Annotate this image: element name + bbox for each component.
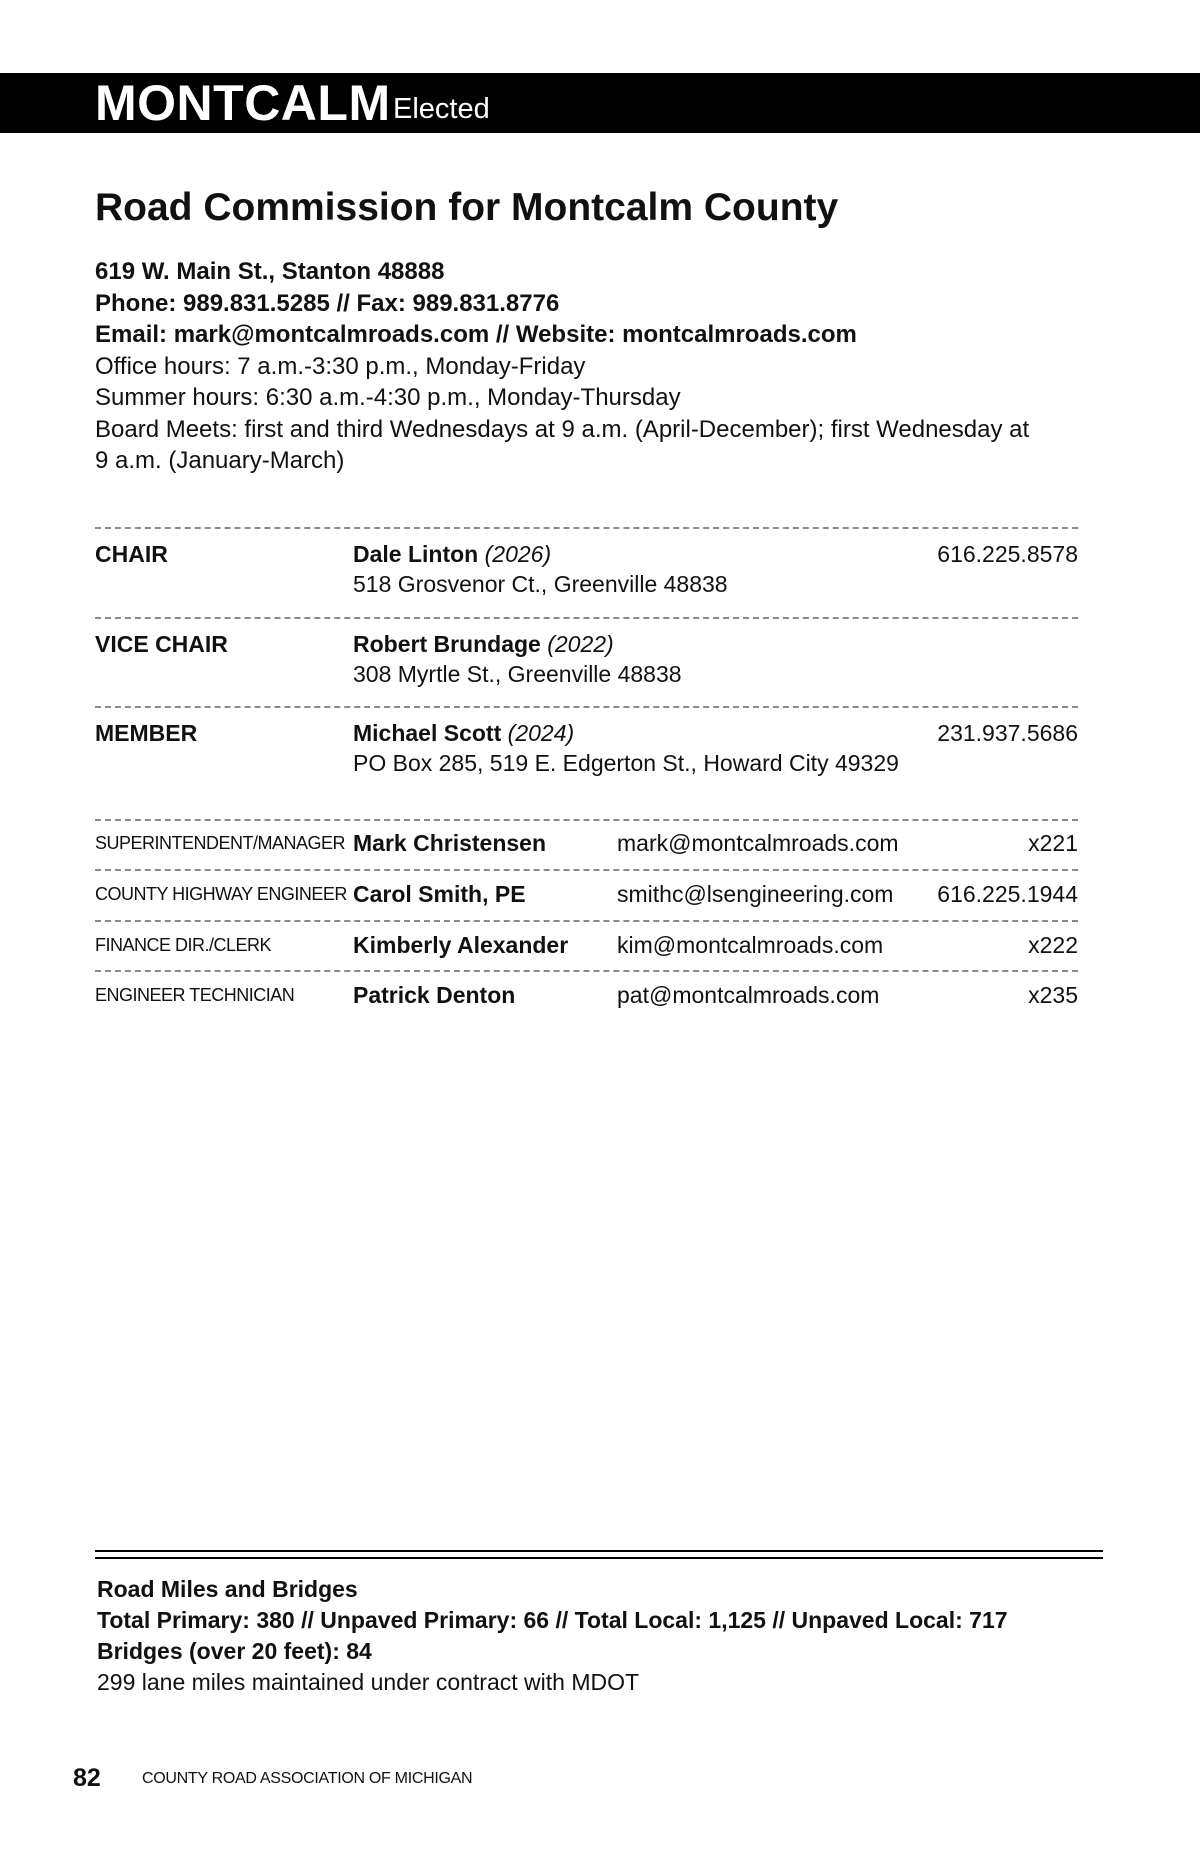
- staff-row: [95, 872, 1078, 916]
- divider: [95, 920, 1078, 922]
- office-hours: Office hours: 7 a.m.-3:30 p.m., Monday-Friday: [95, 352, 586, 380]
- staff-title: ENGINEER TECHNICIAN: [95, 985, 295, 1005]
- officer-phone: 616.225.8578: [937, 541, 1078, 567]
- summer-hours: Summer hours: 6:30 a.m.-4:30 p.m., Monday-Thursday: [95, 384, 681, 411]
- agency-phone-fax: Phone: 989.831.5285 // Fax: 989.831.8776: [95, 289, 560, 317]
- section-rule: [95, 1550, 1103, 1552]
- officer-term: (2022): [547, 631, 614, 657]
- staff-name: Patrick Denton: [353, 982, 516, 1008]
- election-type: Elected: [393, 93, 490, 125]
- road-miles-heading: Road Miles and Bridges: [97, 1576, 358, 1602]
- officer-row-member: [95, 717, 1078, 797]
- staff-name: Kimberly Alexander: [353, 932, 569, 958]
- agency-title: Road Commission for Montcalm County: [95, 186, 839, 229]
- staff-title: FINANCE DIR./CLERK: [95, 935, 272, 955]
- officer-name: Dale Linton: [353, 541, 479, 567]
- officer-role: VICE CHAIR: [95, 631, 228, 657]
- officer-row-vice-chair: [95, 628, 1078, 708]
- road-miles-block: [97, 1574, 1147, 1698]
- section-rule: [95, 1557, 1103, 1559]
- staff-row: [95, 973, 1078, 1017]
- staff-email: kim@montcalmroads.com: [617, 932, 884, 958]
- officer-phone: 231.937.5686: [937, 720, 1078, 746]
- publisher-name: COUNTY ROAD ASSOCIATION OF MICHIGAN: [142, 1770, 473, 1787]
- divider: [95, 527, 1078, 529]
- board-meets-continued: 9 a.m. (January-March): [95, 447, 345, 474]
- officer-address: 308 Myrtle St., Greenville 48838: [353, 661, 682, 687]
- staff-email: mark@montcalmroads.com: [617, 830, 899, 856]
- bridges-count: Bridges (over 20 feet): 84: [97, 1638, 372, 1664]
- staff-email: smithc@lsengineering.com: [617, 881, 894, 907]
- officer-name-line: [353, 717, 574, 749]
- officer-term: (2024): [507, 720, 575, 746]
- staff-contact: x222: [1028, 932, 1078, 958]
- staff-contact: 616.225.1944: [937, 881, 1078, 907]
- officer-name-line: [353, 538, 551, 570]
- staff-name: Mark Christensen: [353, 830, 547, 856]
- divider: [95, 869, 1078, 871]
- divider: [95, 706, 1078, 708]
- officer-row-chair: [95, 538, 1078, 618]
- staff-name: Carol Smith, PE: [353, 881, 526, 907]
- agency-email-website: Email: mark@montcalmroads.com // Website: montcalmroads.com: [95, 321, 857, 348]
- staff-row: [95, 821, 1078, 865]
- staff-row: [95, 923, 1078, 967]
- officer-role: CHAIR: [95, 541, 168, 567]
- staff-title: SUPERINTENDENT/MANAGER: [95, 833, 346, 853]
- officer-name: Michael Scott: [353, 720, 502, 746]
- page-number: 82: [73, 1764, 101, 1792]
- officer-address: PO Box 285, 519 E. Edgerton St., Howard City 49329: [353, 750, 899, 776]
- divider: [95, 617, 1078, 619]
- officer-name-line: [353, 628, 614, 660]
- lane-miles-note: 299 lane miles maintained under contract with MDOT: [97, 1669, 640, 1695]
- board-meets: Board Meets: first and third Wednesdays at 9 a.m. (April-December); first Wednesday at: [95, 415, 1030, 443]
- road-miles-totals: Total Primary: 380 // Unpaved Primary: 66 // Total Local: 1,125 // Unpaved Local: 717: [97, 1607, 1008, 1633]
- officer-role: MEMBER: [95, 720, 198, 746]
- divider: [95, 970, 1078, 972]
- agency-contact-block: [95, 256, 1085, 477]
- staff-email: pat@montcalmroads.com: [617, 982, 880, 1008]
- staff-contact: x235: [1028, 982, 1078, 1008]
- county-banner: [0, 73, 1200, 133]
- officer-term: (2026): [484, 541, 552, 567]
- county-name: MONTCALM: [95, 75, 391, 131]
- officer-address: 518 Grosvenor Ct., Greenville 48838: [353, 571, 728, 597]
- agency-address: 619 W. Main St., Stanton 48888: [95, 258, 445, 285]
- staff-title: COUNTY HIGHWAY ENGINEER: [95, 884, 347, 904]
- officer-name: Robert Brundage: [353, 631, 541, 657]
- staff-contact: x221: [1028, 830, 1078, 856]
